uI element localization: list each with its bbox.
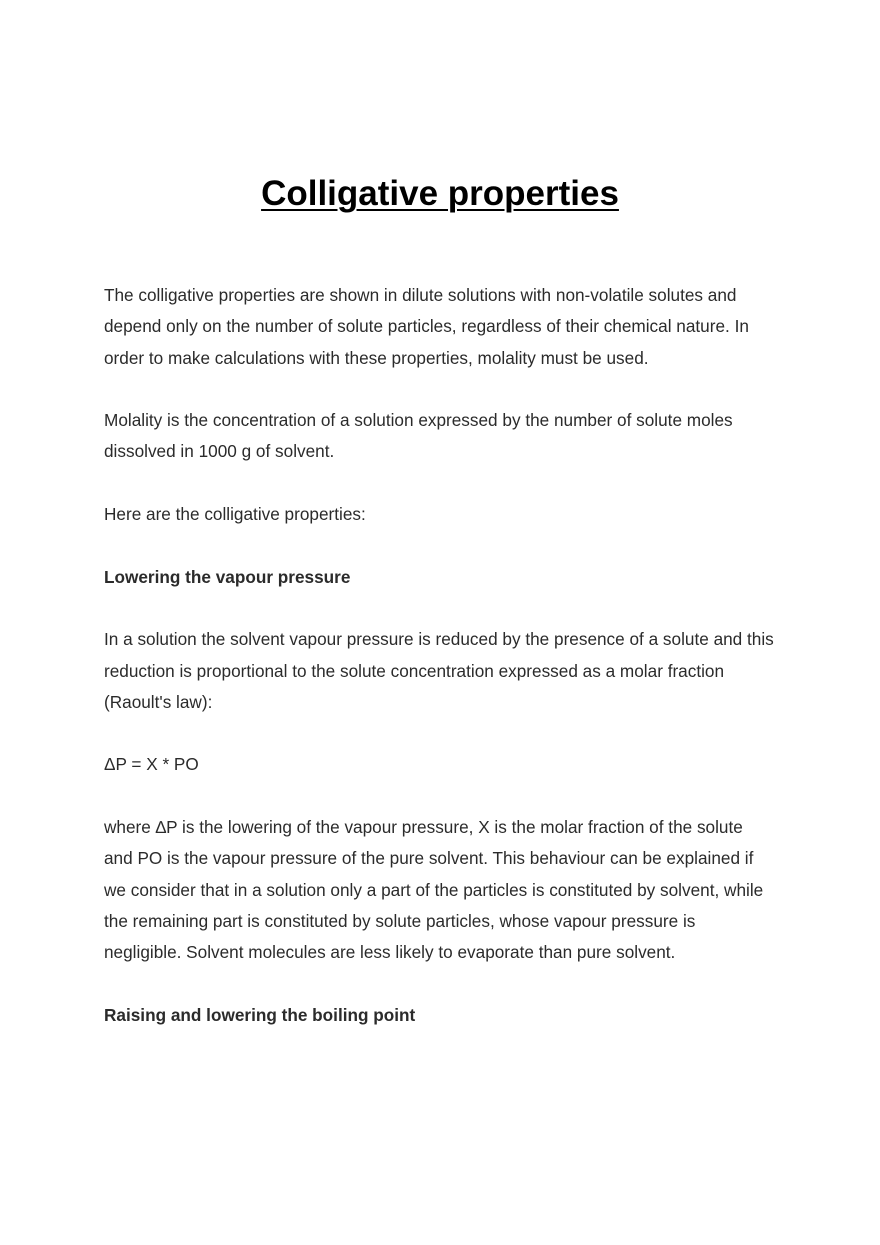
text-line: order to make calculations with these properties, molality must be used.	[104, 347, 649, 368]
text-line: the remaining part is constituted by solute particles, whose vapour pressure is	[104, 910, 696, 931]
text-line: we consider that in a solution only a part of the particles is constituted by solvent, while	[104, 879, 764, 900]
text-line: where ∆P is the lowering of the vapour pressure, X is the molar fraction of the solute	[104, 817, 743, 838]
text-line: (Raoult's law):	[104, 691, 213, 712]
text-line: and PO is the vapour pressure of the pure solvent. This behaviour can be explained if	[104, 848, 754, 869]
text-line: Molality is the concentration of a solution expressed by the number of solute moles	[104, 410, 733, 431]
text-line: In a solution the solvent vapour pressure is reduced by the presence of a solute and this	[104, 629, 774, 650]
text-line: negligible. Solvent molecules are less likely to evaporate than pure solvent.	[104, 942, 676, 963]
document-title: Colligative properties	[261, 174, 619, 213]
section-heading-vapour-pressure: Lowering the vapour pressure	[104, 566, 351, 587]
text-line: depend only on the number of solute particles, regardless of their chemical nature. In	[104, 316, 749, 337]
list-intro-paragraph: Here are the colligative properties:	[104, 504, 366, 525]
document-body	[104, 280, 794, 1062]
intro-paragraph	[104, 280, 794, 374]
section-heading-boiling-point: Raising and lowering the boiling point	[104, 1004, 416, 1025]
text-line: reduction is proportional to the solute concentration expressed as a molar fraction	[104, 660, 725, 681]
molality-paragraph	[104, 405, 794, 468]
raoult-paragraph	[104, 624, 794, 718]
formula: ΔP = X * PO	[104, 754, 199, 775]
explanation-paragraph	[104, 812, 794, 968]
text-line: dissolved in 1000 g of solvent.	[104, 441, 335, 462]
text-line: The colligative properties are shown in dilute solutions with non-volatile solutes and	[104, 285, 737, 305]
